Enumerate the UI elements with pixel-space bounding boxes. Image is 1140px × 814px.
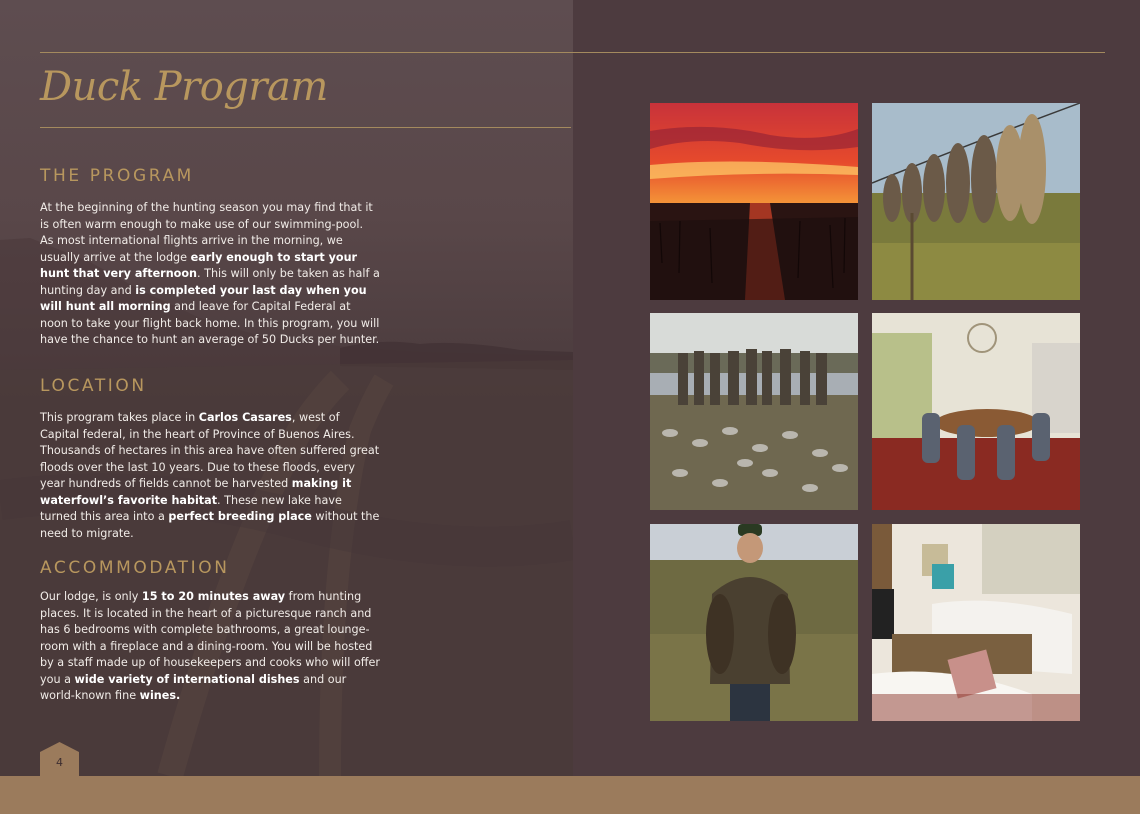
location-heading: LOCATION (40, 376, 147, 396)
location-paragraph: This program takes place in Carlos Casares, west of Capital federal, in the heart of Province of Buenos Aires. Thousands of hectares in this area have often suffered great floods over the last 10 years. Due to these floods, every year hundreds of fields cannot be harvested making it waterfowl’s favorite habitat. These new lake have turned this area into a perfect breeding place without the need to migrate. (40, 411, 380, 540)
page-number: 4 (56, 756, 63, 769)
program-paragraph: At the beginning of the hunting season you may find that it is often warm enough to make use of our swimming-pool. As most international flights arrive in the morning, we usually arrive at the lodge early enough to start your hunt that very afternoon. This will only be taken as half a hunting day and is completed your last day when you will hunt all morning and leave for Capital Federal at noon to take your flight back home. In this program, you will have the chance to hunt an average of 50 Ducks per hunter. (40, 201, 380, 346)
hanging-ducks-photo (872, 103, 1080, 300)
hunters-group-photo (650, 313, 858, 510)
title-underline (40, 127, 571, 128)
accommodation-heading: ACCOMMODATION (40, 558, 230, 578)
top-rule (40, 52, 1105, 53)
page-title: Duck Program (40, 64, 328, 110)
accommodation-paragraph: Our lodge, is only 15 to 20 minutes away from hunting places. It is located in the heart of a picturesque ranch and has 6 bedrooms with complete bathrooms, a great lounge-room with a fireplace and a dining-room. You will be hosted by a staff made up of housekeepers and cooks who will offer you a wide variety of international dishes and our world-known fine wines. (40, 590, 380, 702)
lounge-room-photo (872, 524, 1080, 721)
hunter-holding-ducks-photo (650, 524, 858, 721)
sunset-marsh-photo (650, 103, 858, 300)
dining-room-photo (872, 313, 1080, 510)
footer-band (0, 776, 1140, 814)
program-heading: THE PROGRAM (40, 166, 194, 186)
